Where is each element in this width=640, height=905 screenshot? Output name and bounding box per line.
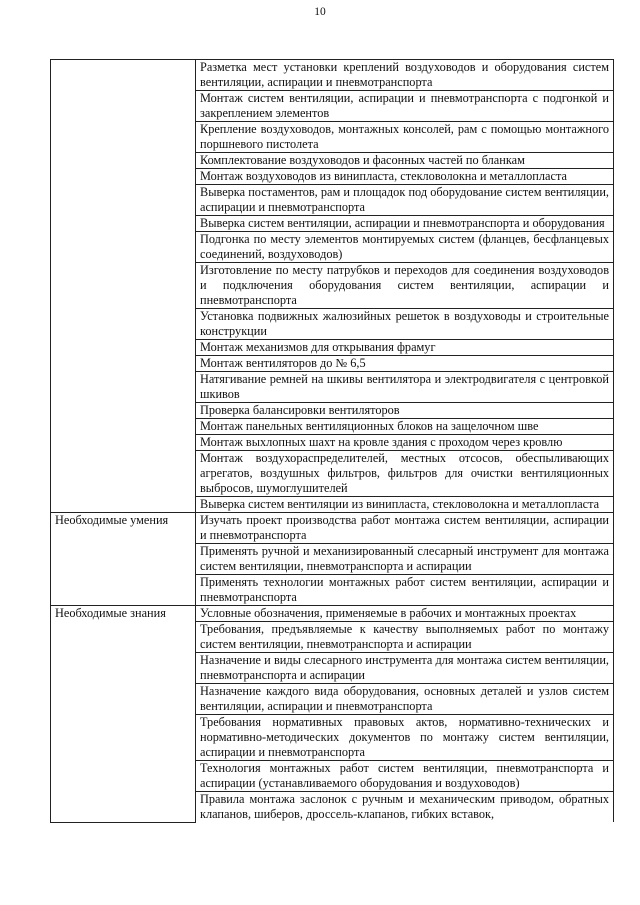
table-cell: Натягивание ремней на шкивы вентилятора и электродвигателя с центровкой шкивов: [196, 372, 614, 403]
table-cell: Требования нормативных правовых актов, нормативно-технических и нормативно-методических документов по монтажу систем вентиляции, аспирации и пневмотранспорта: [196, 715, 614, 761]
table-cell: Монтаж выхлопных шахт на кровле здания с проходом через кровлю: [196, 435, 614, 451]
table-cell: Выверка систем вентиляции, аспирации и пневмотранспорта и оборудования: [196, 216, 614, 232]
table-cell: Требования, предъявляемые к качеству выполняемых работ по монтажу систем вентиляции, пневмотранспорта и аспирации: [196, 622, 614, 653]
table-cell: Назначение каждого вида оборудования, основных деталей и узлов систем вентиляции, аспирации и пневмотранспорта: [196, 684, 614, 715]
table-cell: Монтаж механизмов для открывания фрамуг: [196, 340, 614, 356]
page-number: 10: [314, 6, 326, 18]
table-row: [51, 60, 614, 91]
table-cell: Применять ручной и механизированный слесарный инструмент для монтажа систем вентиляции, пневмотранспорта и аспирации: [196, 544, 614, 575]
table-cell: Изучать проект производства работ монтажа систем вентиляции, аспирации и пневмотранспорта: [196, 513, 614, 544]
table-cell: Монтаж воздуховодов из винипласта, стекловолокна и металлопласта: [196, 169, 614, 185]
table-cell: Монтаж воздухораспределителей, местных отсосов, обеспыливающих агрегатов, воздушных фильтров, фильтров для очистки вентиляционных выбросов, шумоглушителей: [196, 451, 614, 497]
table-cell: Разметка мест установки креплений воздуховодов и оборудования систем вентиляции, аспирации и пневмотранспорта: [196, 60, 614, 91]
section-label: Необходимые знания: [51, 606, 196, 823]
table-cell: Комплектование воздуховодов и фасонных частей по бланкам: [196, 153, 614, 169]
table-cell: Выверка постаментов, рам и площадок под оборудование систем вентиляции, аспирации и пневмотранспорта: [196, 185, 614, 216]
table-row: [51, 606, 614, 622]
table-cell: Установка подвижных жалюзийных решеток в воздуховоды и строительные конструкции: [196, 309, 614, 340]
table-cell: Подгонка по месту элементов монтируемых систем (фланцев, бесфланцевых соединений, воздуховодов): [196, 232, 614, 263]
table-cell: Монтаж панельных вентиляционных блоков на защелочном шве: [196, 419, 614, 435]
section-label: Необходимые умения: [51, 513, 196, 606]
table-row: [51, 513, 614, 544]
table-cell: Назначение и виды слесарного инструмента для монтажа систем вентиляции, пневмотранспорта и аспирации: [196, 653, 614, 684]
table-cell: Применять технологии монтажных работ систем вентиляции, аспирации и пневмотранспорта: [196, 575, 614, 606]
table-cell: Выверка систем вентиляции из винипласта, стекловолокна и металлопласта: [196, 497, 614, 513]
table-cell: Правила монтажа заслонок с ручным и механическим приводом, обратных клапанов, шиберов, дроссель-клапанов, гибких вставок,: [196, 792, 614, 823]
table-cell: Изготовление по месту патрубков и переходов для соединения воздуховодов и подключения оборудования систем вентиляции, аспирации и пневмотранспорта: [196, 263, 614, 309]
table-cell: Технология монтажных работ систем вентиляции, пневмотранспорта и аспирации (устанавливаемого оборудования и воздуховодов): [196, 761, 614, 792]
section-label: [51, 60, 196, 513]
table-cell: Крепление воздуховодов, монтажных консолей, рам с помощью монтажного поршневого пистолета: [196, 122, 614, 153]
skills-table: [50, 59, 614, 823]
table-cell: Условные обозначения, применяемые в рабочих и монтажных проектах: [196, 606, 614, 622]
table-cell: Проверка балансировки вентиляторов: [196, 403, 614, 419]
table-cell: Монтаж систем вентиляции, аспирации и пневмотранспорта с подгонкой и закреплением элементов: [196, 91, 614, 122]
table-cell: Монтаж вентиляторов до № 6,5: [196, 356, 614, 372]
